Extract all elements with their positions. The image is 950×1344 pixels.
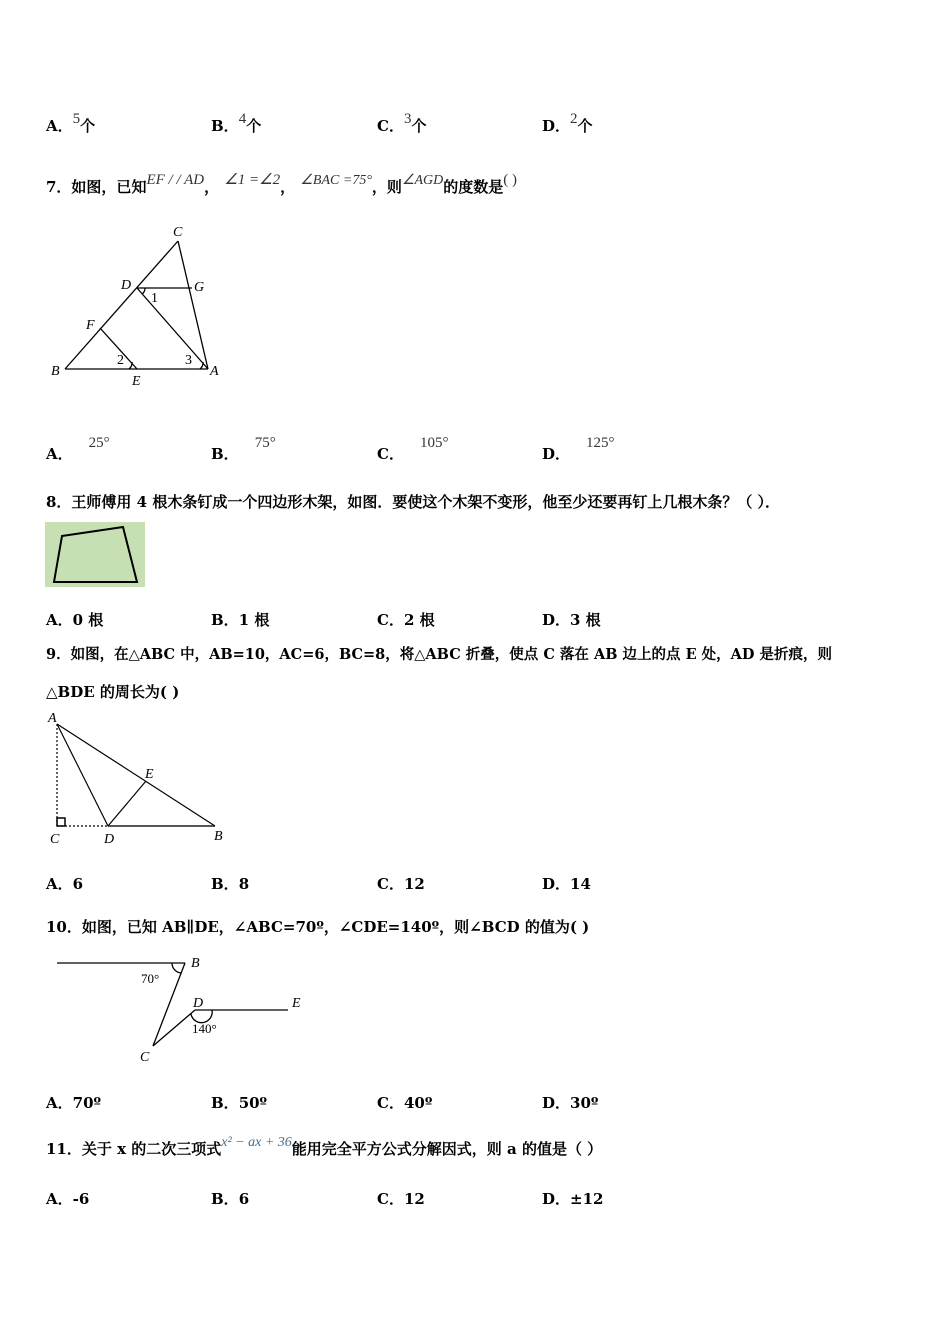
q6-option-d: D．2个	[542, 111, 593, 135]
label-c: C	[140, 1050, 150, 1065]
q10-option-b: B．50º	[211, 1094, 268, 1112]
q6-option-a: A．5个	[46, 111, 96, 135]
q8-option-c: C．2 根	[377, 611, 435, 629]
segment-ad	[57, 724, 108, 826]
q9-question-line2: △BDE 的周长为( )	[46, 683, 180, 701]
label-angle-3: 3	[185, 353, 192, 368]
q7-option-c: C．105°	[377, 435, 449, 463]
label-b: B	[51, 364, 60, 379]
label-g: G	[194, 280, 205, 295]
q9-option-a: A．6	[46, 875, 84, 893]
label-angle-70: 70°	[141, 971, 160, 986]
q10-figure	[57, 963, 288, 1046]
angle-2-arc	[129, 362, 132, 369]
q9-figure	[57, 724, 215, 826]
q11-option-a: A．-6	[46, 1190, 90, 1208]
q11-formula: x² − ax + 36	[221, 1135, 292, 1150]
q11-option-b: B．6	[211, 1190, 250, 1208]
label-e: E	[145, 767, 154, 782]
angle-70-arc	[172, 963, 181, 973]
q6-option-b: B．4个	[211, 111, 262, 135]
label-b: B	[214, 829, 223, 844]
q8-option-d: D．3 根	[542, 611, 601, 629]
segment-da	[137, 288, 208, 369]
label-c: C	[173, 225, 183, 240]
segment-ca	[178, 241, 208, 369]
q7-option-a: A．25°	[46, 435, 110, 463]
q10-option-c: C．40º	[377, 1094, 433, 1112]
q9-option-b: B．8	[211, 875, 250, 893]
q11-question: 11．关于 x 的二次三项式x² − ax + 36能用完全平方公式分解因式，则 a 的值是（ ）	[46, 1135, 603, 1158]
angle-3-arc	[200, 362, 203, 369]
q10-question: 10．如图，已知 AB∥DE，∠ABC=70º，∠CDE=140º，则∠BCD 的值为( )	[46, 918, 590, 936]
q9-option-d: D．14	[542, 875, 591, 893]
label-b: B	[191, 956, 200, 971]
label-f: F	[86, 318, 95, 333]
q10-option-a: A．70º	[46, 1094, 102, 1112]
q9-question-line1: 9．如图，在△ABC 中，AB=10，AC=6，BC=8，将△ABC 折叠，使点 C 落在 AB 边上的点 E 处，AD 是折痕，则	[46, 646, 833, 663]
q7-option-b: B．75°	[211, 435, 276, 463]
label-d: D	[193, 996, 204, 1011]
q7-option-d: D．125°	[542, 435, 615, 463]
q7-question: 7．如图，已知EF / / AD， ∠1 =∠2， ∠BAC =75°，则∠AGD的度数是( )	[46, 172, 518, 196]
q11-option-d: D．±12	[542, 1190, 604, 1208]
q7-figure	[65, 241, 208, 369]
label-a: A	[210, 364, 219, 379]
q8-option-b: B．1 根	[211, 611, 270, 629]
segment-de	[108, 781, 146, 826]
label-angle-2: 2	[117, 353, 124, 368]
q11-option-c: C．12	[377, 1190, 425, 1208]
q10-option-d: D．30º	[542, 1094, 599, 1112]
angle-1-arc	[142, 288, 145, 294]
label-c: C	[50, 832, 60, 847]
label-d: D	[104, 832, 115, 847]
q8-question: 8．王师傅用 4 根木条钉成一个四边形木架，如图．要使这个木架不变形，他至少还要再钉上几根木条？（ ）．	[46, 493, 781, 511]
q8-option-a: A．0 根	[46, 611, 104, 629]
q9-option-c: C．12	[377, 875, 425, 893]
q6-option-c: C．3个	[377, 111, 427, 135]
label-e: E	[132, 374, 141, 389]
right-angle-mark	[57, 818, 65, 826]
label-a: A	[48, 711, 57, 726]
label-d: D	[121, 278, 132, 293]
label-e: E	[292, 996, 301, 1011]
segment-ab	[57, 724, 215, 826]
segment-bc	[65, 241, 178, 369]
label-angle-1: 1	[151, 291, 158, 306]
label-angle-140: 140°	[192, 1021, 217, 1036]
